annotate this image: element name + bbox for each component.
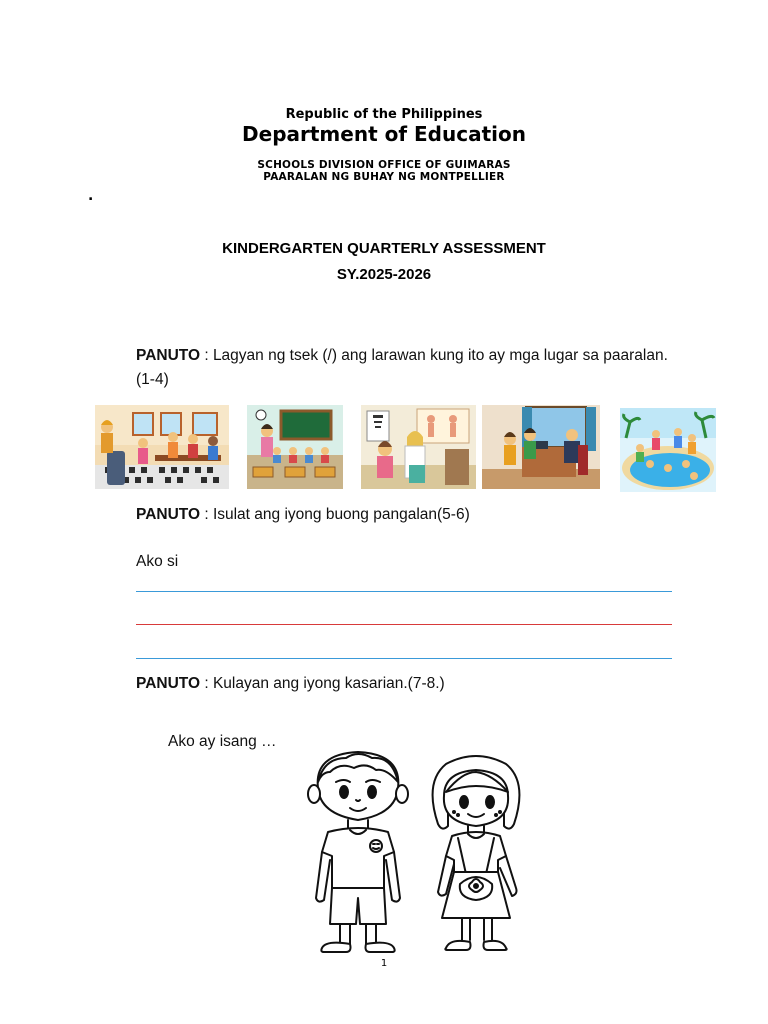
page-number: 1 xyxy=(380,958,388,969)
assessment-title: KINDERGARTEN QUARTERLY ASSESSMENT xyxy=(222,240,546,257)
gender-prompt: Ako ay isang … xyxy=(168,733,277,750)
instruction-label: PANUTO xyxy=(136,675,201,692)
instruction-text: Lagyan ng tsek (/) ang larawan kung ito ay mga lugar sa paaralan.(1-4) xyxy=(136,347,668,388)
girl-figure[interactable] xyxy=(422,752,530,958)
stray-dot: . xyxy=(88,188,94,204)
classroom-scene-image[interactable] xyxy=(247,405,343,489)
school-year: SY.2025-2026 xyxy=(336,266,432,283)
header-republic: Republic of the Philippines xyxy=(285,107,483,122)
instruction-3: PANUTO : Kulayan ang iyong kasarian.(7-8.) xyxy=(136,675,445,692)
writing-line-bottom[interactable] xyxy=(136,658,672,659)
instruction-text: Kulayan ang iyong kasarian.(7-8.) xyxy=(212,675,445,692)
office-scene-image[interactable] xyxy=(482,405,600,489)
instruction-label: PANUTO xyxy=(136,506,201,523)
instruction-1: PANUTO : Lagyan ng tsek (/) ang larawan kung ito ay mga lugar sa paaralan.(1-4) xyxy=(136,347,668,388)
name-prompt: Ako si xyxy=(136,553,179,570)
boy-figure[interactable] xyxy=(306,748,410,958)
cafeteria-scene-image[interactable] xyxy=(95,405,229,489)
writing-line-top[interactable] xyxy=(136,591,672,592)
header-school: PAARALAN NG BUHAY NG MONTPELLIER xyxy=(263,171,505,183)
header-department: Department of Education xyxy=(242,122,526,146)
header-division: SCHOOLS DIVISION OFFICE OF GUIMARAS xyxy=(257,159,511,171)
pool-scene-image[interactable] xyxy=(620,408,716,492)
instruction-label: PANUTO xyxy=(136,347,201,364)
writing-line-middle[interactable] xyxy=(136,624,672,625)
instruction-text: Isulat ang iyong buong pangalan(5-6) xyxy=(212,506,470,523)
clinic-scene-image[interactable] xyxy=(361,405,476,489)
instruction-2: PANUTO : Isulat ang iyong buong pangalan(5-6) xyxy=(136,506,470,523)
